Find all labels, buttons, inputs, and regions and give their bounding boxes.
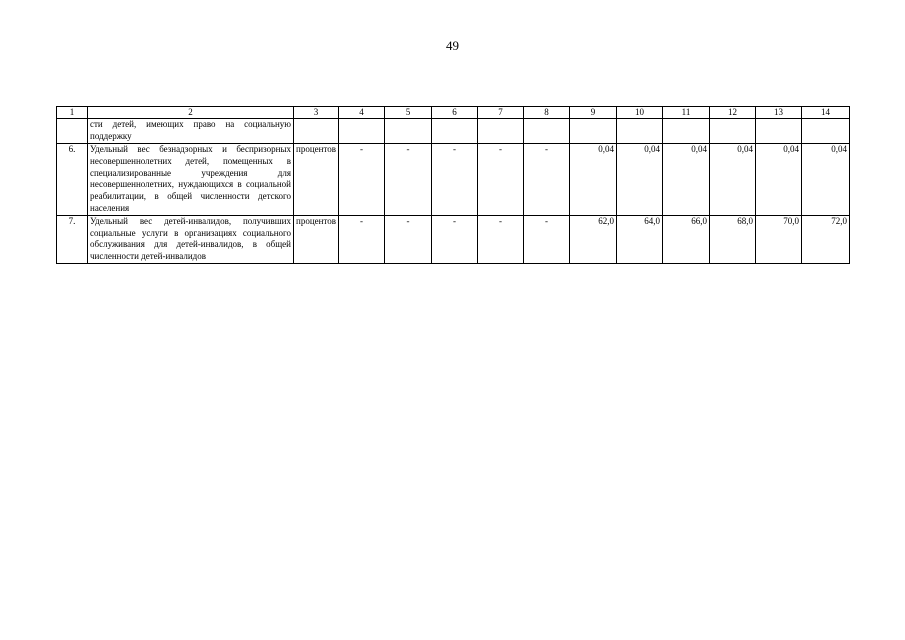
- unit-cell: процентов: [294, 215, 339, 263]
- value-cell: [524, 119, 570, 144]
- value-cell: 70,0: [756, 215, 802, 263]
- column-header: 4: [339, 107, 385, 119]
- column-header: 1: [57, 107, 88, 119]
- column-header: 7: [478, 107, 524, 119]
- value-cell: [802, 119, 850, 144]
- indicator-description: Удельный вес безнадзорных и беспризорных несовершеннолетних детей, помещенных в специализированные учреждения для несовершеннолетних, нуждающихся в социальной реабилитации, в общей численности детского населения: [88, 144, 294, 216]
- row-number: 7.: [57, 215, 88, 263]
- value-cell: -: [385, 144, 432, 216]
- value-cell: -: [478, 144, 524, 216]
- value-cell: [432, 119, 478, 144]
- value-cell: 64,0: [617, 215, 663, 263]
- indicators-table: [56, 106, 850, 264]
- value-cell: 0,04: [756, 144, 802, 216]
- value-cell: 66,0: [663, 215, 710, 263]
- value-cell: 62,0: [570, 215, 617, 263]
- column-header: 6: [432, 107, 478, 119]
- value-cell: -: [339, 215, 385, 263]
- value-cell: [478, 119, 524, 144]
- page-number: 49: [446, 38, 459, 53]
- column-header: 3: [294, 107, 339, 119]
- value-cell: [385, 119, 432, 144]
- value-cell: -: [432, 144, 478, 216]
- value-cell: -: [385, 215, 432, 263]
- column-header: 11: [663, 107, 710, 119]
- value-cell: [339, 119, 385, 144]
- column-header: 2: [88, 107, 294, 119]
- column-header: 12: [710, 107, 756, 119]
- value-cell: 0,04: [710, 144, 756, 216]
- unit-cell: процентов: [294, 144, 339, 216]
- row-number: [57, 119, 88, 144]
- indicator-description: Удельный вес детей-инвалидов, получивших социальные услуги в организациях социального обслуживания для детей-инвалидов, в общей численности детей-инвалидов: [88, 215, 294, 263]
- value-cell: 0,04: [570, 144, 617, 216]
- value-cell: [663, 119, 710, 144]
- value-cell: -: [478, 215, 524, 263]
- column-header: 5: [385, 107, 432, 119]
- table-row: [57, 215, 850, 263]
- table-row: [57, 119, 850, 144]
- column-header: 13: [756, 107, 802, 119]
- column-header: 8: [524, 107, 570, 119]
- value-cell: 0,04: [663, 144, 710, 216]
- value-cell: -: [339, 144, 385, 216]
- value-cell: 0,04: [802, 144, 850, 216]
- value-cell: -: [432, 215, 478, 263]
- value-cell: 0,04: [617, 144, 663, 216]
- value-cell: [570, 119, 617, 144]
- value-cell: [710, 119, 756, 144]
- column-header: 10: [617, 107, 663, 119]
- table-row: [57, 144, 850, 216]
- unit-cell: [294, 119, 339, 144]
- value-cell: [756, 119, 802, 144]
- column-number-row: [57, 107, 850, 119]
- indicator-description: сти детей, имеющих право на социальную поддержку: [88, 119, 294, 144]
- value-cell: -: [524, 215, 570, 263]
- value-cell: 72,0: [802, 215, 850, 263]
- column-header: 9: [570, 107, 617, 119]
- row-number: 6.: [57, 144, 88, 216]
- value-cell: -: [524, 144, 570, 216]
- value-cell: 68,0: [710, 215, 756, 263]
- column-header: 14: [802, 107, 850, 119]
- value-cell: [617, 119, 663, 144]
